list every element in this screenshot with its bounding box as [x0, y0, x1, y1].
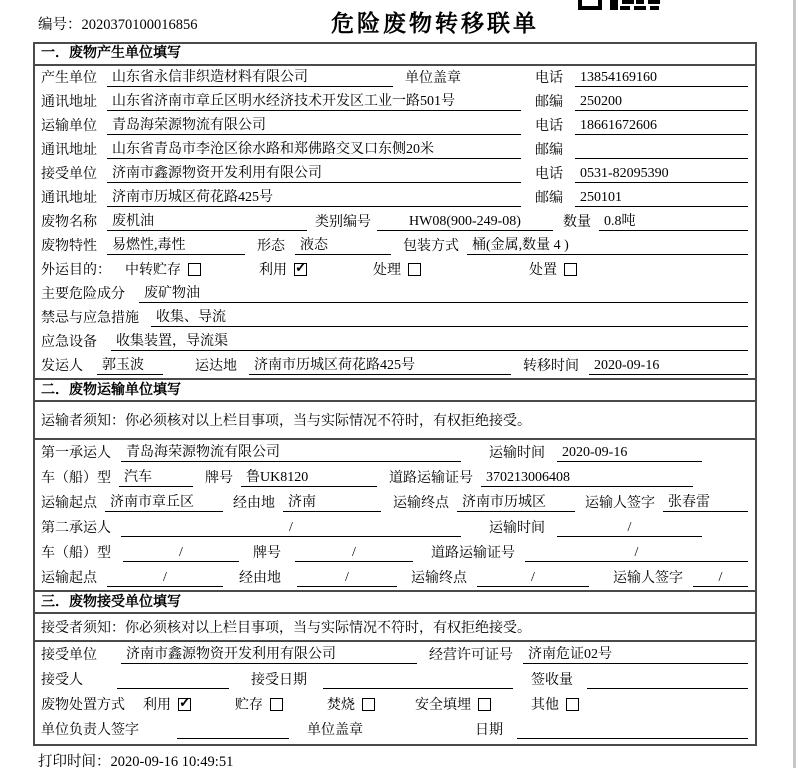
shipper-label: 发运人 [41, 359, 83, 374]
producer-row [35, 66, 755, 90]
purpose-label: 外运目的： [41, 263, 111, 278]
document-serial [38, 13, 198, 34]
disposal-option-use [143, 694, 191, 714]
phone1-value: 13854169160 [575, 69, 748, 87]
transfer-time-value: 2020-09-16 [589, 357, 748, 375]
destination-label: 运达地 [195, 359, 237, 374]
zip2-value [575, 142, 748, 159]
waste-name-label: 废物名称 [41, 215, 97, 230]
address3-value: 济南市历城区荷花路425号 [107, 189, 521, 207]
carrier2-value: / [121, 519, 461, 537]
vehicle1-value: 汽车 [119, 469, 193, 487]
disposal-option-other [531, 694, 579, 714]
via1-label: 经由地 [233, 496, 275, 511]
plate2-value: / [295, 544, 413, 562]
disposal-option-storage [235, 694, 283, 714]
road-permit2-label: 道路运输证号 [431, 546, 515, 561]
purpose-use-checkbox [294, 263, 307, 276]
business-permit-value: 济南危证02号 [523, 646, 748, 664]
receiver-notice-text: 接受者须知：你必须核对以上栏目事项，当与实际情况不符时，有权拒绝接受。 [41, 621, 531, 636]
purpose-option-dispose-label: 处置 [529, 263, 557, 278]
destination-value: 济南市历城区荷花路425号 [249, 357, 511, 375]
transporter-address-row [35, 138, 755, 162]
recipient-row [35, 667, 755, 692]
receiver-row [35, 162, 755, 186]
purpose-option-dispose [529, 259, 577, 279]
shipper-value: 郭玉波 [97, 357, 163, 375]
via1-value: 济南 [283, 494, 381, 512]
road-permit1-label: 道路运输证号 [389, 471, 473, 486]
via2-label: 经由地 [239, 571, 281, 586]
responsible-signature-row [35, 717, 755, 742]
terminus2-value: / [477, 569, 589, 587]
origin1-label: 运输起点 [41, 496, 97, 511]
address2-value: 山东省青岛市李沧区徐水路和郑佛路交叉口东侧20米 [107, 141, 521, 159]
hazard-row [35, 282, 755, 306]
unit-seal-label: 单位盖章 [405, 71, 461, 86]
page-title: 危险废物转移联单 [331, 11, 539, 36]
emergency-equipment-value: 收集装置，导流渠 [111, 333, 748, 351]
road-permit2-value: / [525, 544, 748, 562]
emergency-equipment-label: 应急设备 [41, 335, 97, 350]
purpose-option-transfer-storage [125, 259, 201, 279]
characteristics-label: 废物特性 [41, 239, 97, 254]
disposal-option-storage-label: 贮存 [235, 698, 263, 713]
vehicle1-label: 车（船）型 [41, 471, 111, 486]
purpose-transfer-storage-checkbox [188, 263, 201, 276]
address1-label: 通讯地址 [41, 95, 97, 110]
second-carrier-row [35, 515, 755, 540]
receiver-value: 济南市鑫源物资开发利用有限公司 [107, 165, 521, 183]
terminus1-label: 运输终点 [393, 496, 449, 511]
receiver-address-row [35, 186, 755, 210]
phone2-label: 电话 [535, 119, 563, 134]
transport-time2-value: / [557, 519, 702, 537]
purpose-option-use-label: 利用 [259, 263, 287, 278]
origin2-value: / [107, 569, 223, 587]
disposal-storage-checkbox [270, 698, 283, 711]
carrier1-label: 第一承运人 [41, 446, 111, 461]
zip2-label: 邮编 [535, 143, 563, 158]
zip3-value: 250101 [575, 189, 748, 207]
plate1-label: 牌号 [205, 471, 233, 486]
vehicle2-label: 车（船）型 [41, 546, 111, 561]
disposal-use-checkbox [178, 698, 191, 711]
purpose-option-treat-label: 处理 [373, 263, 401, 278]
disposal-option-landfill [415, 694, 491, 714]
signature2-label: 运输人签字 [613, 571, 683, 586]
shipper-row [35, 354, 755, 378]
emergency-measures-label: 禁忌与应急措施 [41, 311, 139, 326]
disposal-option-other-label: 其他 [531, 698, 559, 713]
terminus2-label: 运输终点 [411, 571, 467, 586]
address3-label: 通讯地址 [41, 191, 97, 206]
vehicle2-row [35, 540, 755, 565]
signature1-value: 张春雷 [663, 494, 748, 512]
disposal-option-landfill-label: 安全填埋 [415, 698, 471, 713]
origin1-value: 济南市章丘区 [105, 494, 223, 512]
print-time-label: 打印时间： [38, 754, 111, 770]
packaging-label: 包装方式 [403, 239, 459, 254]
unit-seal2-label: 单位盖章 [307, 723, 363, 738]
phone1-label: 电话 [535, 71, 563, 86]
plate2-label: 牌号 [253, 546, 281, 561]
zip1-value: 250200 [575, 93, 748, 111]
waste-name-row [35, 210, 755, 234]
purpose-option-use [259, 259, 307, 279]
receive-date-label: 接受日期 [251, 673, 307, 688]
transporter-notice-text: 运输者须知：你必须核对以上栏目事项，当与实际情况不符时，有权拒绝接受。 [41, 414, 531, 429]
purpose-row [35, 258, 755, 282]
waste-characteristics-row [35, 234, 755, 258]
phone2-value: 18661672606 [575, 117, 748, 135]
terminus1-value: 济南市历城区 [457, 494, 575, 512]
purpose-option-transfer-storage-label: 中转贮存 [125, 263, 181, 278]
origin2-label: 运输起点 [41, 571, 97, 586]
disposal-method-row [35, 692, 755, 717]
carrier2-label: 第二承运人 [41, 521, 111, 536]
address2-label: 通讯地址 [41, 143, 97, 158]
zip3-label: 邮编 [535, 191, 563, 206]
purpose-option-treat [373, 259, 421, 279]
disposal-incinerate-checkbox [362, 698, 375, 711]
responsible-signature-value [177, 722, 289, 739]
emergency-measures-value: 收集、导流 [151, 309, 748, 327]
transport-time1-label: 运输时间 [489, 446, 545, 461]
received-quantity-value [587, 672, 748, 689]
producer-value: 山东省永信非织造材料有限公司 [107, 69, 393, 87]
phone3-value: 0531-82095390 [575, 165, 748, 183]
zip1-label: 邮编 [535, 95, 563, 110]
category-label: 类别编号 [315, 215, 371, 230]
responsible-signature-label: 单位负责人签字 [41, 723, 139, 738]
physical-form-value: 液态 [295, 237, 391, 255]
recipient-value [117, 672, 229, 689]
road-permit1-value: 370213006408 [481, 469, 693, 487]
vehicle2-value: / [123, 544, 239, 562]
print-time-value: 2020-09-16 10:49:51 [110, 754, 234, 770]
characteristics-value: 易燃性,毒性 [107, 237, 245, 255]
section1-header: 一．废物产生单位填写 [35, 44, 755, 66]
transporter-label: 运输单位 [41, 119, 97, 134]
category-value: HW08(900-249-08) [377, 213, 553, 231]
disposal-landfill-checkbox [478, 698, 491, 711]
waste-name-value: 废机油 [107, 213, 307, 231]
section3-header: 三．废物接受单位填写 [35, 590, 755, 614]
carrier1-value: 青岛海荣源物流有限公司 [121, 444, 461, 462]
purpose-dispose-checkbox [564, 263, 577, 276]
route1-row [35, 490, 755, 515]
quantity-value: 0.8吨 [599, 213, 748, 231]
transporter-row [35, 114, 755, 138]
transporter-notice-row [35, 402, 755, 440]
hazard-label: 主要危险成分 [41, 287, 125, 302]
receiver-notice-row [35, 614, 755, 642]
disposal-option-use-label: 利用 [143, 698, 171, 713]
serial-value: 2020370100016856 [81, 17, 198, 33]
hazard-value: 废矿物油 [139, 285, 748, 303]
receiver-label: 接受单位 [41, 167, 97, 182]
signature1-label: 运输人签字 [585, 496, 655, 511]
producer-address-row [35, 90, 755, 114]
quantity-label: 数量 [563, 215, 591, 230]
business-permit-label: 经营许可证号 [429, 648, 513, 663]
plate1-value: 鲁UK8120 [241, 469, 377, 487]
purpose-treat-checkbox [408, 263, 421, 276]
serial-label: 编号： [38, 17, 82, 33]
packaging-value: 桶(金属,数量 4 ) [467, 237, 748, 255]
emergency-equipment-row [35, 330, 755, 354]
transporter-value: 青岛海荣源物流有限公司 [107, 117, 521, 135]
route2-row [35, 565, 755, 590]
sign-date-value [517, 722, 748, 739]
transfer-time-label: 转移时间 [523, 359, 579, 374]
recipient-label: 接受人 [41, 673, 83, 688]
received-quantity-label: 签收量 [531, 673, 573, 688]
first-carrier-row [35, 440, 755, 465]
signature2-value: / [693, 569, 748, 587]
producer-label: 产生单位 [41, 71, 97, 86]
receiver-unit-label: 接受单位 [41, 648, 97, 663]
disposal-option-incinerate [327, 694, 375, 714]
receiver-unit-row [35, 642, 755, 667]
emergency-measures-row [35, 306, 755, 330]
receiver-unit-value: 济南市鑫源物资开发利用有限公司 [121, 646, 417, 664]
sign-date-label: 日期 [475, 723, 503, 738]
disposal-label: 废物处置方式 [41, 698, 125, 713]
disposal-option-incinerate-label: 焚烧 [327, 698, 355, 713]
disposal-other-checkbox [566, 698, 579, 711]
vehicle1-row [35, 465, 755, 490]
qr-code-icon [578, 0, 662, 11]
address1-value: 山东省济南市章丘区明水经济技术开发区工业一路501号 [107, 93, 521, 111]
physical-form-label: 形态 [257, 239, 285, 254]
phone3-label: 电话 [535, 167, 563, 182]
manifest-form [33, 42, 757, 746]
via2-value: / [297, 569, 397, 587]
transport-time1-value: 2020-09-16 [557, 444, 702, 462]
transport-time2-label: 运输时间 [489, 521, 545, 536]
section2-header: 二．废物运输单位填写 [35, 378, 755, 402]
receive-date-value [323, 672, 513, 689]
